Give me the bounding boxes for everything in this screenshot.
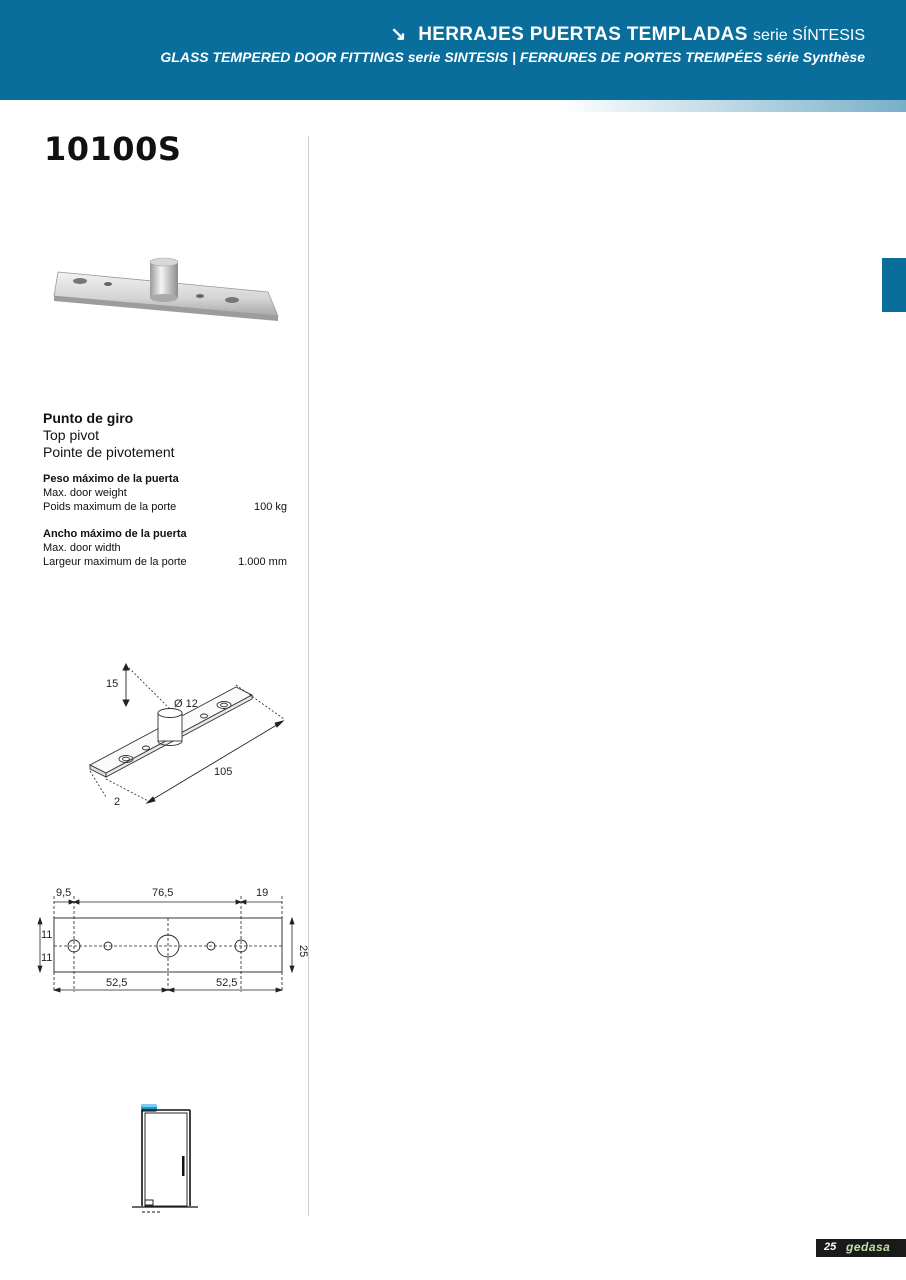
dim-top-left: 9,5: [56, 887, 72, 899]
spec-label-en: Max. door width: [43, 542, 121, 554]
product-code: 10100S: [44, 130, 182, 168]
spec-label-fr: Largeur maximum de la porte: [43, 556, 187, 568]
product-name-es: Punto de giro: [43, 410, 134, 426]
door-position-diagram: [126, 1096, 206, 1220]
page-number: 25: [824, 1241, 837, 1253]
plan-drawing: [34, 880, 314, 1000]
product-name-en: Top pivot: [43, 427, 100, 443]
spec-label-es: Peso máximo de la puerta: [43, 473, 179, 485]
section-tab: [882, 258, 906, 312]
dim-left-upper: 11: [41, 929, 53, 941]
spec-label-fr: Poids maximum de la porte: [43, 501, 177, 513]
product-name-fr: Pointe de pivotement: [43, 444, 175, 460]
header-title-line: [390, 23, 865, 46]
spec-width: [43, 527, 287, 569]
spec-value: 1.000 mm: [238, 556, 287, 568]
dim-top-middle: 76,5: [152, 887, 174, 899]
dim-bottom-right: 52,5: [216, 977, 238, 989]
spec-weight: [43, 472, 287, 514]
isometric-drawing: [80, 655, 300, 815]
dim-top-right: 19: [256, 887, 269, 899]
dim-bottom-left: 52,5: [106, 977, 128, 989]
dim-length: 105: [214, 766, 233, 778]
brand-logo: gedasa: [846, 1240, 891, 1254]
product-name-block: [43, 410, 175, 461]
product-photo: [44, 250, 284, 330]
dim-right-height: 25: [297, 945, 309, 958]
arrow-down-right-icon: ↘: [390, 24, 407, 45]
spec-label-en: Max. door weight: [43, 487, 127, 499]
dim-thickness: 2: [114, 796, 121, 808]
spec-value: 100 kg: [253, 501, 287, 513]
dim-diameter: Ø 12: [174, 698, 198, 710]
spec-label-es: Ancho máximo de la puerta: [43, 528, 187, 540]
column-divider: [308, 136, 309, 1216]
header-fade: [560, 100, 906, 112]
dim-height: 15: [106, 678, 119, 690]
page-footer: [816, 1239, 906, 1257]
header-subtitle: GLASS TEMPERED DOOR FITTINGS serie SINTESIS | FERRURES DE PORTES TREMPÉES série Synthèse: [160, 49, 865, 65]
dim-left-lower: 11: [41, 952, 53, 964]
header-title: HERRAJES PUERTAS TEMPLADAS: [418, 24, 748, 45]
header-series: serie SÍNTESIS: [752, 27, 865, 44]
